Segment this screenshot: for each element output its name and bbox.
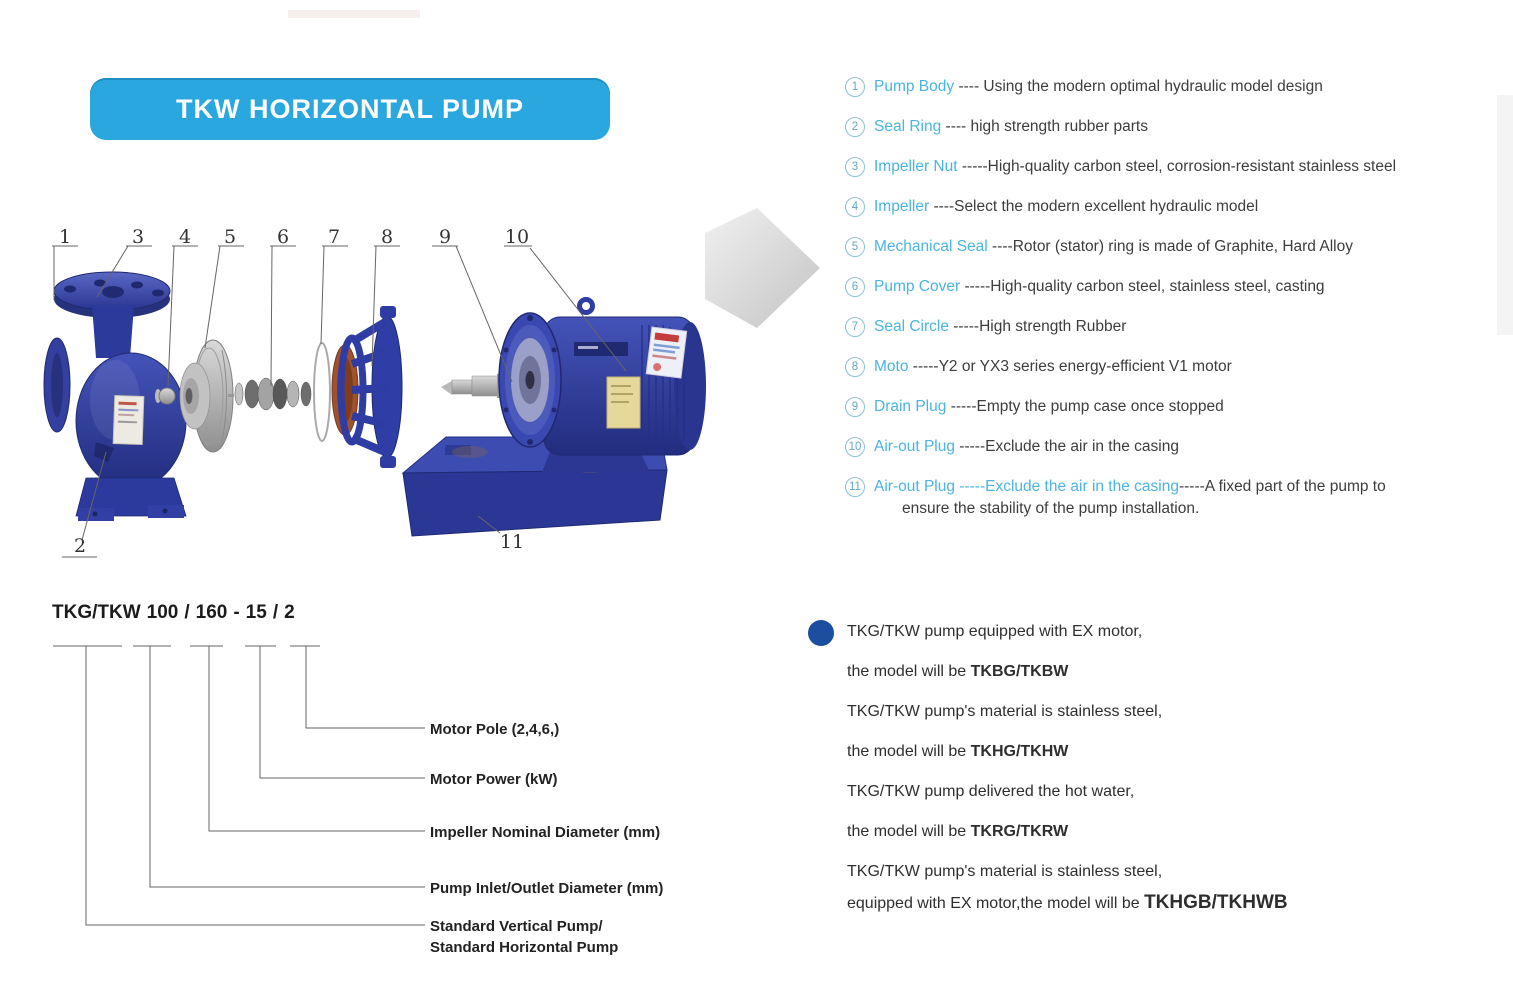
- model-segment-series: TKG/TKW: [52, 602, 141, 623]
- circled-number: 8: [845, 357, 865, 377]
- bullet-dot: [808, 620, 834, 646]
- part-description: -----High-quality carbon steel, corrosion-resistant stainless steel: [961, 158, 1397, 175]
- model-code-text: TKBG/TKBW: [970, 663, 1069, 680]
- part-name: Mechanical Seal: [874, 238, 988, 255]
- variant-line: the model will be TKHG/TKHW: [847, 743, 1069, 760]
- part-number: 3: [131, 226, 145, 248]
- model-segment-inlet: 100: [146, 602, 179, 623]
- part-number: 9: [438, 226, 452, 248]
- part-name: Air-out Plug: [874, 478, 955, 495]
- circled-number: 9: [845, 397, 865, 417]
- list-item: [845, 276, 1510, 298]
- part-number: 10: [504, 226, 530, 248]
- model-segment-pole: 2: [284, 602, 295, 623]
- part-name: Moto: [874, 358, 909, 375]
- part-name: Impeller: [874, 198, 930, 215]
- variant-line: the model will be TKRG/TKRW: [847, 823, 1069, 840]
- variant-line: the model will be TKBG/TKBW: [847, 663, 1069, 680]
- label-pump-type-line1: Standard Vertical Pump/: [430, 918, 603, 935]
- model-code: [52, 602, 295, 624]
- impeller-nut: [159, 388, 175, 404]
- part-description: -----A fixed part of the pump to: [1178, 478, 1386, 495]
- part-name: Pump Cover: [874, 278, 961, 295]
- model-variants: [847, 620, 1427, 932]
- list-item: [845, 236, 1510, 258]
- pump-label: [113, 396, 144, 445]
- circled-number: 7: [845, 317, 865, 337]
- motor-face-flange: [499, 313, 561, 447]
- part-number: 4: [178, 226, 192, 248]
- motor-shaft: [441, 374, 506, 398]
- parts-list: [845, 76, 1510, 538]
- variant-line: TKG/TKW pump's material is stainless steel,: [847, 863, 1163, 880]
- list-item: [845, 316, 1510, 338]
- page-title: TKW HORIZONTAL PUMP: [176, 93, 524, 124]
- part-description: -----High-quality carbon steel, stainless steel, casting: [964, 278, 1325, 295]
- motor-sticker: [646, 327, 686, 378]
- circled-number: 5: [845, 237, 865, 257]
- model-code-text: TKRG/TKRW: [970, 823, 1069, 840]
- model-segment-sep: /: [184, 602, 190, 623]
- part-description-line2: ensure the stability of the pump installation.: [902, 500, 1200, 517]
- variant-line: TKG/TKW pump's material is stainless steel,: [847, 703, 1163, 720]
- part-number-11: 11: [499, 531, 525, 553]
- part-description: ---- Using the modern optimal hydraulic model design: [958, 78, 1323, 95]
- circled-number: 11: [845, 477, 865, 497]
- list-item: [845, 356, 1510, 378]
- part-description: -----High strength Rubber: [953, 318, 1127, 335]
- motor-lifting-lug: [580, 300, 593, 313]
- part-description: -----Y2 or YX3 series energy-efficient V1 motor: [912, 358, 1232, 375]
- circled-number: 2: [845, 117, 865, 137]
- part-description-blue: -----Exclude the air in the casing: [959, 478, 1179, 495]
- model-segment-power: 15: [245, 602, 267, 623]
- model-code-connectors: [53, 646, 425, 925]
- part-number: 8: [380, 226, 394, 248]
- part-number-2: 2: [73, 535, 87, 557]
- label-impeller-diameter: Impeller Nominal Diameter (mm): [430, 824, 661, 841]
- part-number: 6: [276, 226, 290, 248]
- model-code-text: TKHGB/TKHWB: [1144, 892, 1288, 913]
- part-description: -----Empty the pump case once stopped: [950, 398, 1224, 415]
- part-description: ----Select the modern excellent hydraulic model: [933, 198, 1259, 215]
- list-item: [845, 116, 1510, 138]
- list-item: [845, 76, 1510, 98]
- model-segment-impeller: 160: [195, 602, 228, 623]
- motor-yellow-label: [607, 377, 640, 428]
- variant-line: TKG/TKW pump delivered the hot water,: [847, 783, 1135, 800]
- part-name: Seal Circle: [874, 318, 949, 335]
- circled-number: 4: [845, 197, 865, 217]
- neck: [92, 305, 134, 358]
- part-name: Air-out Plug: [874, 438, 955, 455]
- scan-artifact: [288, 10, 420, 18]
- label-pump-type-line2: Standard Horizontal Pump: [430, 939, 619, 956]
- part-number: 1: [58, 226, 72, 248]
- list-item: [845, 476, 1510, 520]
- part-name: Drain Plug: [874, 398, 947, 415]
- part-description: ----Rotor (stator) ring is made of Graphite, Hard Alloy: [992, 238, 1353, 255]
- part-name: Seal Ring: [874, 118, 942, 135]
- circled-number: 6: [845, 277, 865, 297]
- list-item: [845, 196, 1510, 218]
- circled-number: 3: [845, 157, 865, 177]
- circled-number: 10: [845, 437, 865, 457]
- list-item: [845, 396, 1510, 418]
- part-name: Impeller Nut: [874, 158, 958, 175]
- model-segment-sep: -: [233, 602, 240, 623]
- model-code-text: TKHG/TKHW: [970, 743, 1069, 760]
- part-number: 7: [327, 226, 341, 248]
- list-item: [845, 156, 1510, 178]
- seal-circle-gasket: [314, 343, 330, 441]
- pump-cover-illustration: [332, 306, 402, 468]
- list-item: [845, 436, 1510, 458]
- variant-line: equipped with EX motor,the model will be TKHGB/TKHWB: [847, 892, 1288, 913]
- mechanical-seal-stack: [228, 378, 311, 410]
- label-inlet-diameter: Pump Inlet/Outlet Diameter (mm): [430, 880, 664, 897]
- part-number: 5: [223, 226, 237, 248]
- part-description: ---- high strength rubber parts: [945, 118, 1148, 135]
- label-motor-power: Motor Power (kW): [430, 771, 558, 788]
- label-pump-type: [430, 916, 618, 958]
- variant-line: TKG/TKW pump equipped with EX motor,: [847, 623, 1143, 640]
- model-segment-sep: /: [272, 602, 279, 623]
- circled-number: 1: [845, 77, 865, 97]
- part-name: Pump Body: [874, 78, 955, 95]
- title-banner: [90, 78, 610, 140]
- part-description: -----Exclude the air in the casing: [959, 438, 1179, 455]
- label-motor-pole: Motor Pole (2,4,6,): [430, 721, 560, 738]
- right-arrow: [705, 208, 820, 328]
